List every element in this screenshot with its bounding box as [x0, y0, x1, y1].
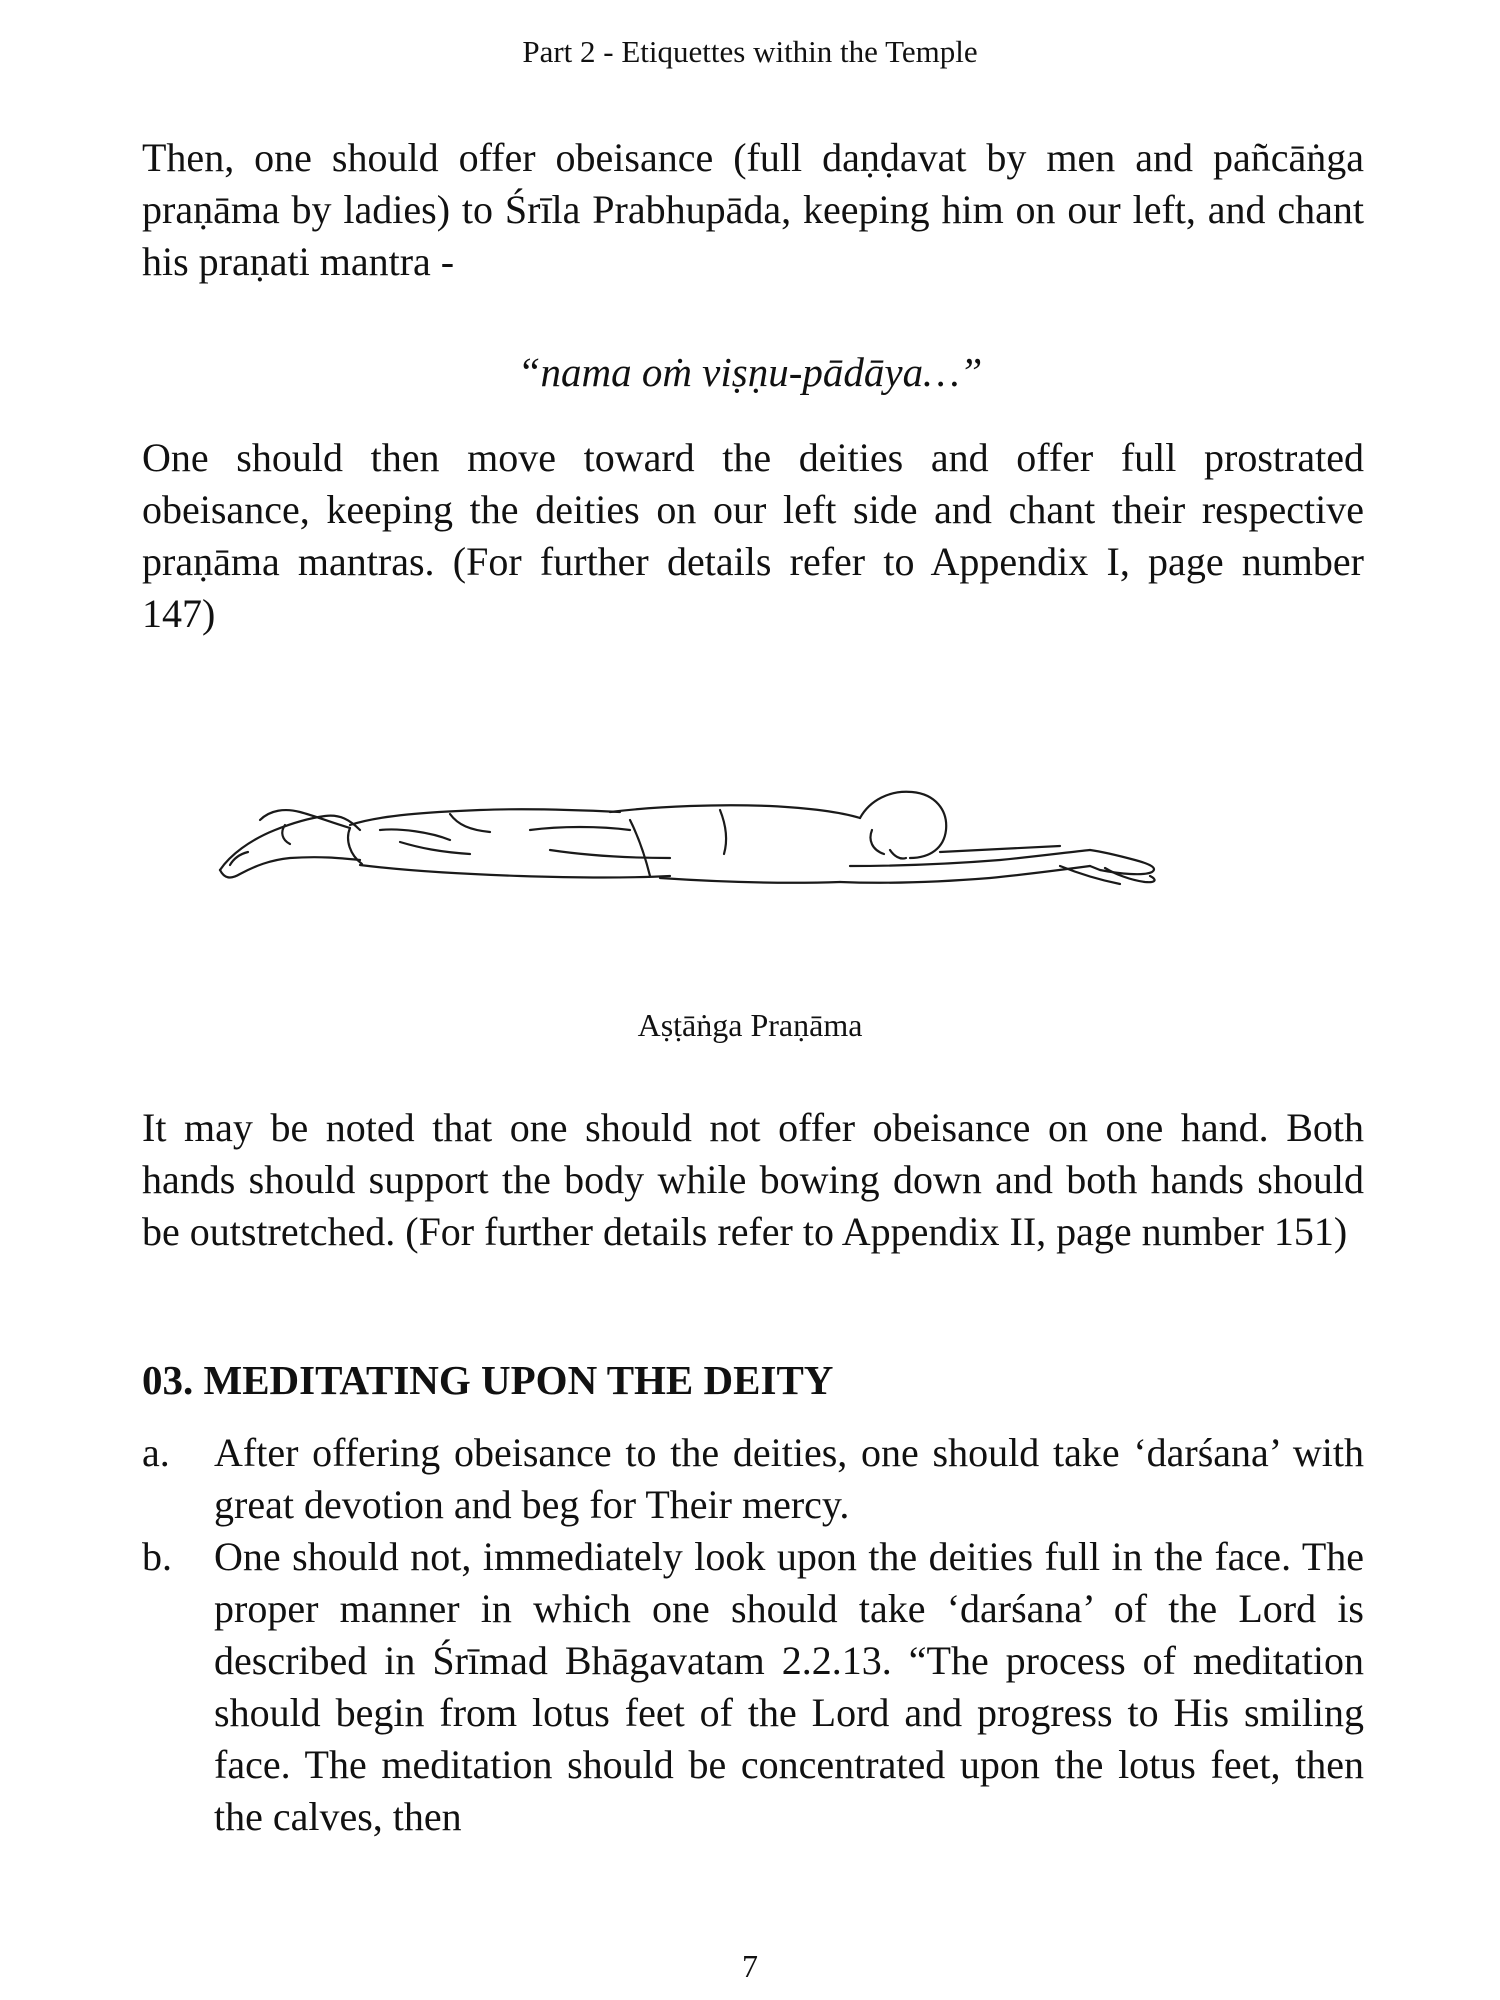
- paragraph-obeisance-prabhupada: Then, one should offer obeisance (full daṇḍavat by men and pañcāṅga praṇāma by ladies) to Śrīla Prabhupāda, keeping him on our left, and chant his praṇati mantra -: [142, 135, 1364, 284]
- paragraph-obeisance-deities: One should then move toward the deities and offer full prostrated obeisance, keeping the deities on our left side and chant their respective praṇāma mantras. (For further details refer to Appendix I, page number 147): [142, 435, 1364, 636]
- list-item-b: [142, 1531, 1364, 1843]
- list-marker: a.: [142, 1430, 170, 1475]
- section-heading: 03. MEDITATING UPON THE DEITY: [142, 1357, 834, 1403]
- mantra-quote: “nama oṁ viṣṇu-pādāya…”: [517, 349, 983, 395]
- list-item-text: After offering obeisance to the deities, one should take ‘darśana’ with great devotion and beg for Their mercy.: [214, 1430, 1364, 1527]
- list-marker: b.: [142, 1534, 172, 1579]
- page-number: 7: [742, 1948, 758, 1984]
- paragraph-one-hand-note: It may be noted that one should not offer obeisance on one hand. Both hands should support the body while bowing down and both hands should be outstretched. (For further details refer to Appendix II, page number 151): [142, 1105, 1364, 1254]
- astanga-pranama-illustration: [200, 770, 1320, 950]
- list-item-a: [142, 1427, 1364, 1531]
- figure-caption: Aṣṭāṅga Praṇāma: [637, 1007, 863, 1043]
- list-item-text: One should not, immediately look upon the deities full in the face. The proper manner in which one should take ‘darśana’ of the Lord is described in Śrīmad Bhāgavatam 2.2.13. “The process of meditation should begin from lotus feet of the Lord and progress to His smiling face. The meditation should be concentrated upon the lotus feet, then the calves, then: [214, 1534, 1364, 1839]
- running-header: Part 2 - Etiquettes within the Temple: [522, 34, 978, 69]
